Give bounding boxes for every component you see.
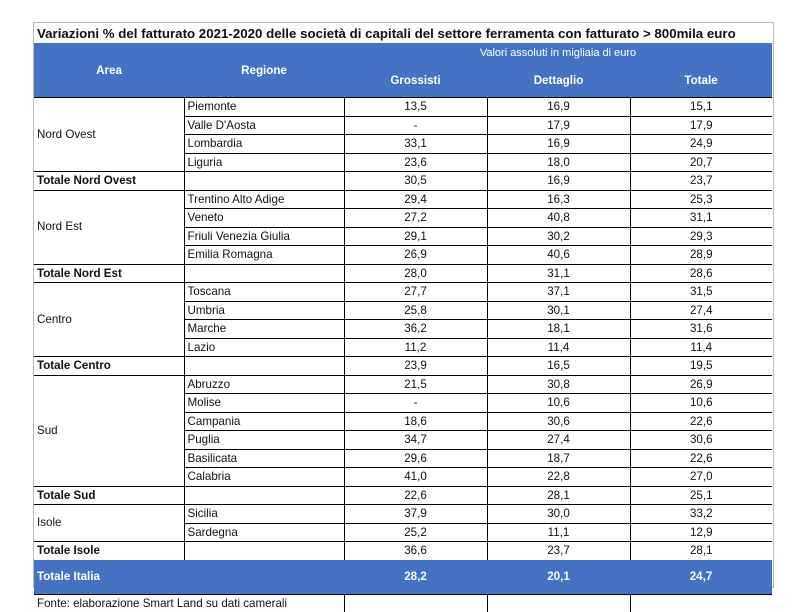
total-dettaglio-cell: 31,1	[487, 264, 630, 283]
total-spacer	[184, 357, 344, 376]
grossisti-cell: 41,0	[344, 468, 487, 487]
regione-cell: Campania	[184, 412, 344, 431]
totale-cell: 31,5	[630, 283, 772, 302]
italia-totale-cell: 24,7	[630, 560, 772, 595]
dettaglio-cell: 11,1	[487, 523, 630, 542]
dettaglio-cell: 18,1	[487, 320, 630, 339]
dettaglio-cell: 17,9	[487, 116, 630, 135]
source-row	[34, 594, 772, 612]
total-spacer	[184, 264, 344, 283]
totale-cell: 28,9	[630, 246, 772, 265]
area-cell: Centro	[34, 283, 184, 357]
source-spacer	[344, 594, 487, 612]
totale-cell: 29,3	[630, 227, 772, 246]
total-row	[34, 172, 772, 191]
regione-cell: Friuli Venezia Giulia	[184, 227, 344, 246]
total-label: Totale Centro	[34, 357, 184, 376]
italia-dettaglio-cell: 20,1	[487, 560, 630, 595]
table-row	[34, 375, 772, 394]
grossisti-cell: 25,2	[344, 523, 487, 542]
regione-cell: Toscana	[184, 283, 344, 302]
dettaglio-cell: 40,8	[487, 209, 630, 228]
table-row	[34, 190, 772, 209]
totale-cell: 33,2	[630, 505, 772, 524]
grossisti-cell: 11,2	[344, 338, 487, 357]
dettaglio-cell: 18,0	[487, 153, 630, 172]
total-spacer	[184, 486, 344, 505]
grossisti-cell: 29,4	[344, 190, 487, 209]
totale-cell: 31,6	[630, 320, 772, 339]
total-grossisti-cell: 22,6	[344, 486, 487, 505]
dettaglio-cell: 22,8	[487, 468, 630, 487]
header-grossisti: Grossisti	[344, 63, 487, 98]
area-cell: Nord Est	[34, 190, 184, 264]
grossisti-cell: 23,6	[344, 153, 487, 172]
dettaglio-cell: 16,3	[487, 190, 630, 209]
header-super: Valori assoluti in migliaia di euro	[344, 43, 772, 63]
regione-cell: Valle D'Aosta	[184, 116, 344, 135]
total-label: Totale Sud	[34, 486, 184, 505]
table-row	[34, 283, 772, 302]
regione-cell: Umbria	[184, 301, 344, 320]
total-dettaglio-cell: 23,7	[487, 542, 630, 560]
regione-cell: Sicilia	[184, 505, 344, 524]
grossisti-cell: 13,5	[344, 98, 487, 117]
regione-cell: Liguria	[184, 153, 344, 172]
grossisti-cell: 29,6	[344, 449, 487, 468]
regione-cell: Lazio	[184, 338, 344, 357]
total-dettaglio-cell: 16,9	[487, 172, 630, 191]
grossisti-cell: 18,6	[344, 412, 487, 431]
table-body	[34, 98, 772, 612]
total-totale-cell: 28,6	[630, 264, 772, 283]
dettaglio-cell: 27,4	[487, 431, 630, 450]
italia-grossisti-cell: 28,2	[344, 560, 487, 595]
area-cell: Isole	[34, 505, 184, 542]
total-dettaglio-cell: 28,1	[487, 486, 630, 505]
regione-cell: Puglia	[184, 431, 344, 450]
grossisti-cell: -	[344, 116, 487, 135]
totale-cell: 27,4	[630, 301, 772, 320]
total-grossisti-cell: 28,0	[344, 264, 487, 283]
totale-cell: 11,4	[630, 338, 772, 357]
header-area: Area	[34, 43, 184, 98]
table-row	[34, 505, 772, 524]
data-table	[34, 43, 772, 612]
dettaglio-cell: 16,9	[487, 98, 630, 117]
total-totale-cell: 28,1	[630, 542, 772, 560]
grossisti-cell: 21,5	[344, 375, 487, 394]
total-grossisti-cell: 23,9	[344, 357, 487, 376]
grossisti-cell: 27,2	[344, 209, 487, 228]
regione-cell: Molise	[184, 394, 344, 413]
totale-cell: 12,9	[630, 523, 772, 542]
regione-cell: Lombardia	[184, 135, 344, 154]
totale-cell: 22,6	[630, 412, 772, 431]
header-totale: Totale	[630, 63, 772, 98]
grossisti-cell: 29,1	[344, 227, 487, 246]
regione-cell: Marche	[184, 320, 344, 339]
grossisti-cell: 33,1	[344, 135, 487, 154]
dettaglio-cell: 11,4	[487, 338, 630, 357]
total-dettaglio-cell: 16,5	[487, 357, 630, 376]
italia-label: Totale Italia	[34, 560, 184, 595]
source-spacer	[487, 594, 630, 612]
total-totale-cell: 19,5	[630, 357, 772, 376]
total-spacer	[184, 172, 344, 191]
totale-cell: 20,7	[630, 153, 772, 172]
source-spacer	[630, 594, 772, 612]
totale-cell: 22,6	[630, 449, 772, 468]
regione-cell: Emilia Romagna	[184, 246, 344, 265]
totale-cell: 27,0	[630, 468, 772, 487]
italia-spacer	[184, 560, 344, 595]
regione-cell: Basilicata	[184, 449, 344, 468]
totale-cell: 31,1	[630, 209, 772, 228]
table-row	[34, 98, 772, 117]
regione-cell: Sardegna	[184, 523, 344, 542]
dettaglio-cell: 30,8	[487, 375, 630, 394]
totale-cell: 26,9	[630, 375, 772, 394]
totale-cell: 10,6	[630, 394, 772, 413]
totale-cell: 17,9	[630, 116, 772, 135]
total-grossisti-cell: 36,6	[344, 542, 487, 560]
grossisti-cell: 34,7	[344, 431, 487, 450]
grossisti-cell: 36,2	[344, 320, 487, 339]
dettaglio-cell: 30,0	[487, 505, 630, 524]
source-note: Fonte: elaborazione Smart Land su dati camerali	[34, 594, 344, 612]
total-row	[34, 264, 772, 283]
dettaglio-cell: 30,1	[487, 301, 630, 320]
total-spacer	[184, 542, 344, 560]
italia-row	[34, 560, 772, 595]
total-label: Totale Nord Est	[34, 264, 184, 283]
totale-cell: 15,1	[630, 98, 772, 117]
grossisti-cell: 37,9	[344, 505, 487, 524]
dettaglio-cell: 30,6	[487, 412, 630, 431]
regione-cell: Calabria	[184, 468, 344, 487]
dettaglio-cell: 18,7	[487, 449, 630, 468]
total-label: Totale Isole	[34, 542, 184, 560]
dettaglio-cell: 16,9	[487, 135, 630, 154]
grossisti-cell: 27,7	[344, 283, 487, 302]
regione-cell: Abruzzo	[184, 375, 344, 394]
area-cell: Nord Ovest	[34, 98, 184, 172]
table-title: Variazioni % del fatturato 2021-2020 delle società di capitali del settore ferramenta con fatturato > 800mila euro	[37, 26, 736, 41]
totale-cell: 24,9	[630, 135, 772, 154]
header-regione: Regione	[184, 43, 344, 98]
total-totale-cell: 23,7	[630, 172, 772, 191]
total-row	[34, 542, 772, 560]
totale-cell: 30,6	[630, 431, 772, 450]
grossisti-cell: -	[344, 394, 487, 413]
totale-cell: 25,3	[630, 190, 772, 209]
dettaglio-cell: 10,6	[487, 394, 630, 413]
regione-cell: Veneto	[184, 209, 344, 228]
regione-cell: Trentino Alto Adige	[184, 190, 344, 209]
dettaglio-cell: 40,6	[487, 246, 630, 265]
total-row	[34, 357, 772, 376]
total-totale-cell: 25,1	[630, 486, 772, 505]
header-dettaglio: Dettaglio	[487, 63, 630, 98]
total-grossisti-cell: 30,5	[344, 172, 487, 191]
regione-cell: Piemonte	[184, 98, 344, 117]
dettaglio-cell: 37,1	[487, 283, 630, 302]
area-cell: Sud	[34, 375, 184, 486]
grossisti-cell: 26,9	[344, 246, 487, 265]
grossisti-cell: 25,8	[344, 301, 487, 320]
total-label: Totale Nord Ovest	[34, 172, 184, 191]
total-row	[34, 486, 772, 505]
dettaglio-cell: 30,2	[487, 227, 630, 246]
